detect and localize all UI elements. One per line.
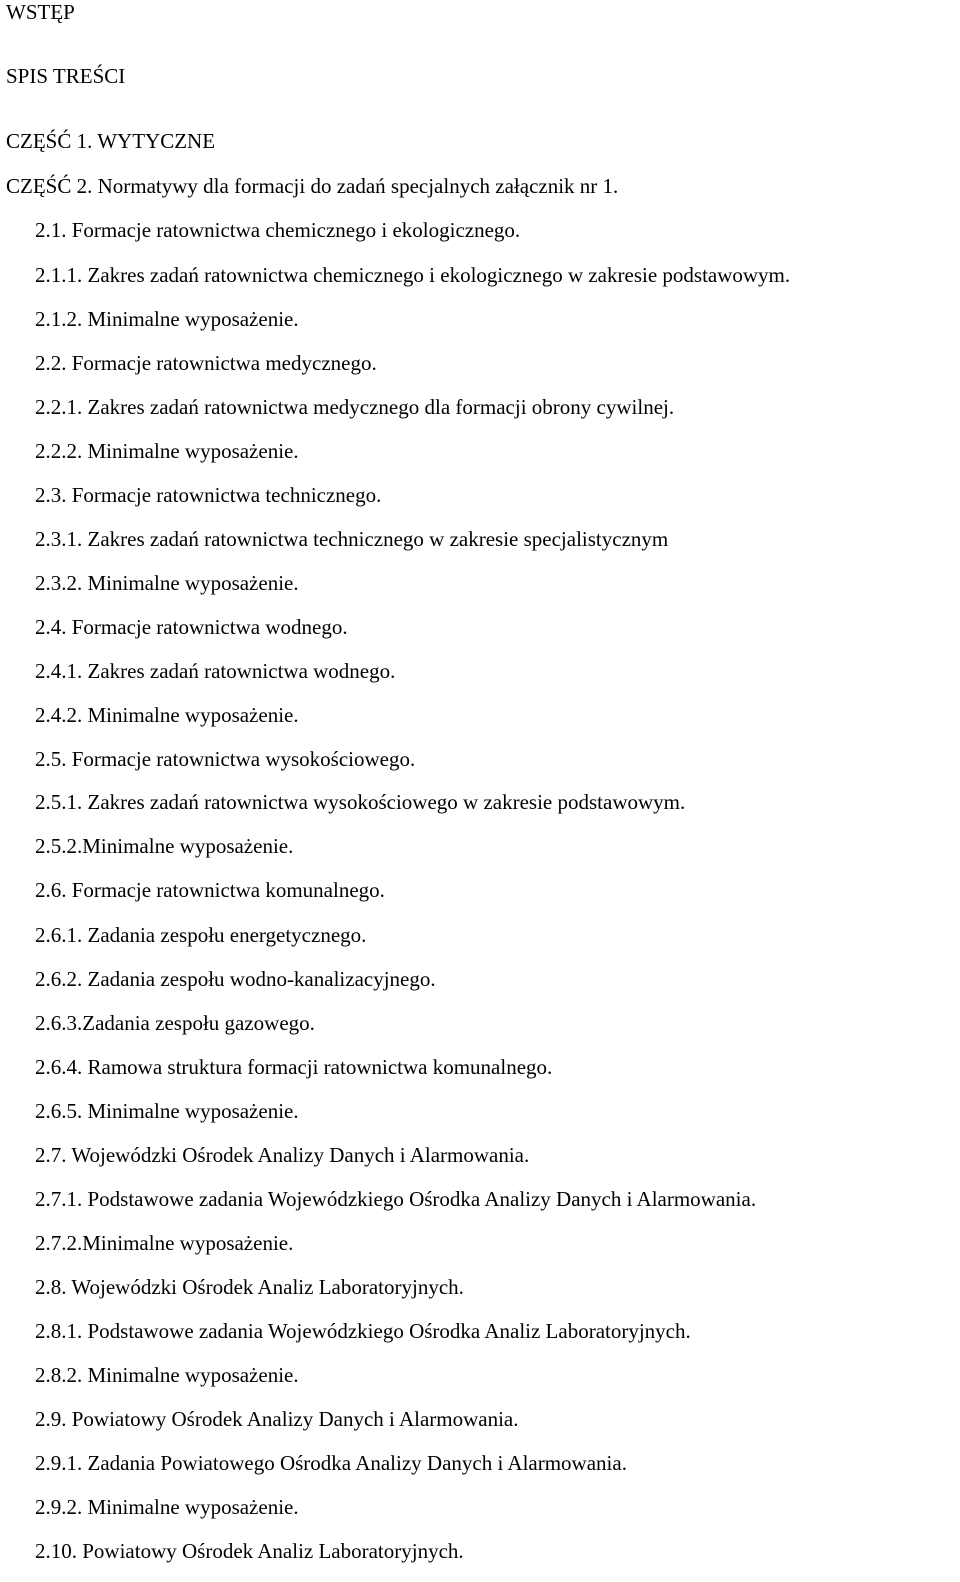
toc-entry: 2.8. Wojewódzki Ośrodek Analiz Laboratoryjnych. bbox=[35, 1275, 464, 1299]
toc-entry: 2.4. Formacje ratownictwa wodnego. bbox=[35, 615, 348, 639]
toc-entry: 2.6.2. Zadania zespołu wodno-kanalizacyjnego. bbox=[35, 967, 436, 991]
toc-entry: 2.5.2.Minimalne wyposażenie. bbox=[35, 834, 294, 858]
toc-entry: 2.9.1. Zadania Powiatowego Ośrodka Analizy Danych i Alarmowania. bbox=[35, 1451, 627, 1475]
toc-part-2: CZĘŚĆ 2. Normatywy dla formacji do zadań specjalnych załącznik nr 1. bbox=[6, 174, 619, 198]
toc-entry: 2.1.2. Minimalne wyposażenie. bbox=[35, 307, 299, 331]
toc-part-1: CZĘŚĆ 1. WYTYCZNE bbox=[6, 129, 216, 153]
heading-toc: SPIS TREŚCI bbox=[6, 64, 126, 88]
toc-entry: 2.4.2. Minimalne wyposażenie. bbox=[35, 703, 299, 727]
toc-entry: 2.2.1. Zakres zadań ratownictwa medycznego dla formacji obrony cywilnej. bbox=[35, 395, 675, 419]
toc-entry: 2.9. Powiatowy Ośrodek Analizy Danych i Alarmowania. bbox=[35, 1407, 519, 1431]
toc-entry: 2.6.4. Ramowa struktura formacji ratownictwa komunalnego. bbox=[35, 1055, 553, 1079]
toc-entry: 2.3. Formacje ratownictwa technicznego. bbox=[35, 483, 382, 507]
toc-entry: 2.3.2. Minimalne wyposażenie. bbox=[35, 571, 299, 595]
heading-intro: WSTĘP bbox=[6, 0, 75, 24]
toc-entry: 2.7.2.Minimalne wyposażenie. bbox=[35, 1231, 294, 1255]
toc-entry: 2.2.2. Minimalne wyposażenie. bbox=[35, 439, 299, 463]
toc-entry: 2.5.1. Zakres zadań ratownictwa wysokościowego w zakresie podstawowym. bbox=[35, 790, 686, 814]
toc-entry: 2.2. Formacje ratownictwa medycznego. bbox=[35, 351, 377, 375]
toc-entry: 2.7. Wojewódzki Ośrodek Analizy Danych i Alarmowania. bbox=[35, 1143, 530, 1167]
toc-entry: 2.4.1. Zakres zadań ratownictwa wodnego. bbox=[35, 659, 396, 683]
toc-entry: 2.10. Powiatowy Ośrodek Analiz Laboratoryjnych. bbox=[35, 1539, 464, 1563]
toc-entry: 2.6.3.Zadania zespołu gazowego. bbox=[35, 1011, 315, 1035]
toc-entry: 2.6.5. Minimalne wyposażenie. bbox=[35, 1099, 299, 1123]
toc-entry: 2.6.1. Zadania zespołu energetycznego. bbox=[35, 923, 367, 947]
toc-entry: 2.5. Formacje ratownictwa wysokościowego. bbox=[35, 747, 416, 771]
toc-entry: 2.6. Formacje ratownictwa komunalnego. bbox=[35, 878, 385, 902]
toc-entry: 2.3.1. Zakres zadań ratownictwa technicznego w zakresie specjalistycznym bbox=[35, 527, 669, 551]
toc-entry: 2.8.2. Minimalne wyposażenie. bbox=[35, 1363, 299, 1387]
toc-entry: 2.8.1. Podstawowe zadania Wojewódzkiego Ośrodka Analiz Laboratoryjnych. bbox=[35, 1319, 691, 1343]
toc-entry: 2.1.1. Zakres zadań ratownictwa chemicznego i ekologicznego w zakresie podstawowym. bbox=[35, 263, 791, 287]
toc-entry: 2.7.1. Podstawowe zadania Wojewódzkiego Ośrodka Analizy Danych i Alarmowania. bbox=[35, 1187, 757, 1211]
toc-entry: 2.9.2. Minimalne wyposażenie. bbox=[35, 1495, 299, 1519]
toc-entry: 2.1. Formacje ratownictwa chemicznego i ekologicznego. bbox=[35, 218, 521, 242]
